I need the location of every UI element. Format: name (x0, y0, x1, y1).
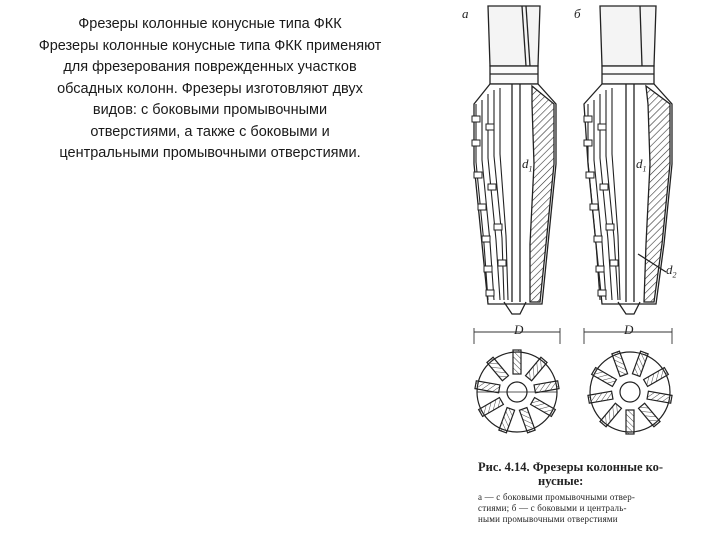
dimension-lines (474, 328, 672, 344)
label-d1-left: $d_1$ (522, 156, 533, 174)
label-D-right: D (624, 322, 634, 337)
body-line: для фрезерования поврежденных участков (63, 59, 357, 75)
label-D-left: D (514, 322, 524, 337)
body-line: отверстиями, а также с боковыми и (90, 123, 330, 140)
label-a: а (462, 6, 469, 21)
figure-caption (478, 460, 692, 525)
label-b: б (574, 6, 581, 21)
slide-title: Фрезеры колонные конусные типа ФКК (78, 16, 342, 32)
caption-desc-line: а — с боковыми промывочными отвер- (478, 492, 636, 502)
caption-title (478, 460, 692, 474)
caption-prefix: Рис. 4.14. (478, 460, 530, 474)
caption-title-line1: Фрезеры колонные ко- (532, 460, 664, 474)
label-d2: $d_2$ (666, 262, 677, 280)
mill-b-end-view (588, 351, 672, 434)
body-line: центральными промывочными отверстиями. (59, 145, 361, 161)
caption-desc-line: ными промывочными отверстиями (478, 514, 618, 524)
caption-description (478, 492, 692, 525)
body-line: обсадных колонн. Фрезеры изготовляют двух (57, 80, 363, 97)
body-line: Фрезеры колонные конусные типа ФКК применяют (38, 37, 382, 54)
label-d1-right: $d_1$ (636, 156, 647, 174)
mill-a-end-view (475, 350, 559, 433)
body-line: видов: с боковыми промывочными (92, 102, 328, 118)
mill-drawing (460, 4, 692, 460)
caption-title-line2: нусные: (538, 474, 584, 488)
text-block (10, 14, 410, 165)
caption-desc-line: стиями; б — с боковыми и централь- (478, 503, 627, 513)
mill-a-side-view (472, 6, 556, 314)
mill-b-side-view (584, 6, 672, 314)
body-paragraph (10, 36, 410, 165)
figure (460, 4, 692, 534)
